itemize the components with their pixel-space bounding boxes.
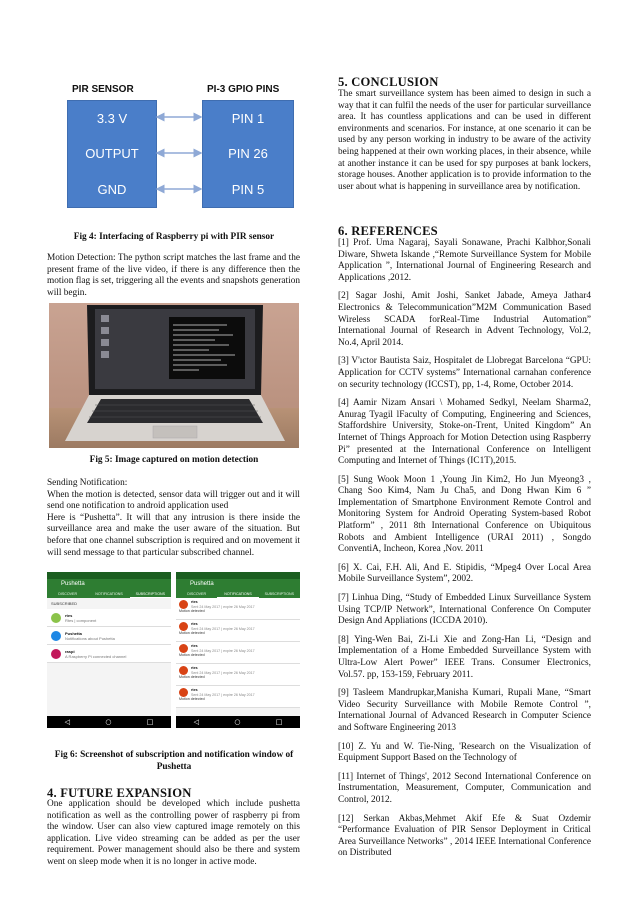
channel-avatar (51, 649, 61, 659)
notification-item[interactable] (176, 642, 300, 664)
reference-item: [2] Sagar Joshi, Amit Joshi, Sanket Jabade, Ameya Jathar4 Electronics & Telecommunication”M2M Communication Based Wireless SCADA forReal-Time Industrial Automation” International Journal of Research in Advent Technology, Vol.2, No.4, April 2014. (338, 291, 591, 348)
channel-desc: A Raspberry Pi connected channel (65, 653, 127, 659)
notification-message: Motion detected (179, 653, 205, 657)
notification-avatar (179, 622, 188, 631)
figure-6-screenshots (47, 572, 300, 728)
reference-item: [11] Internet of Things', 2012 Second International Conference on Instrumentation, Measurement, Computer, Communication and Control, 2012. (338, 771, 591, 805)
notification-message: Motion detected (179, 631, 205, 635)
reference-item: [3] V'ıctor Bautista Saiz, Hospitalet de Llobregat Barcelona “GPU: Application for CCTV systems” International carnahan conference on security technology (ICCST), pp, 1-4, Rome, October 2014. (338, 356, 591, 390)
sending-notification-heading: Sending Notification: (47, 478, 128, 488)
channel-name: raspi (65, 648, 75, 654)
subscribed-header: SUBSCRIBED (51, 601, 78, 606)
notification-channel: rtes (191, 666, 198, 671)
notification-list (176, 598, 300, 708)
gpio-pin-1: PIN 1 (231, 111, 265, 127)
notification-item[interactable] (176, 620, 300, 642)
tab-bar (176, 590, 300, 598)
references-heading: 6. REFERENCES (338, 224, 438, 238)
figure-5-caption: Fig 5: Image captured on motion detection (89, 455, 259, 465)
connection-arrows (155, 100, 203, 206)
notification-item[interactable] (176, 598, 300, 620)
sending-notification-line-1: When the motion is detected, sensor data will trigger out and it will send one notification to android application used (47, 489, 300, 512)
tab-discover[interactable]: DISCOVER (58, 592, 78, 596)
channel-name: Pushetta (65, 630, 82, 636)
reference-item: [5] Sung Wook Moon 1 ,Young Jin Kim2, Ho Jun Myeong3 , Chang Soo Kim4, Nam Ju Cha5, and Dong Hwan Kim 6 ” Implementation of Smartphone Environment Remote Control and Monitoring System for Android Operating System-based Robot Platform” , 2011 8th International Conference on Ubiquitous Robots and Ambient Intelligence (URAI 2011) , Songdo ConventiA, Incheon, Korea ,Nov. 2011 (338, 474, 591, 555)
pir-pin-output: OUTPUT (85, 146, 139, 162)
status-bar (176, 572, 300, 579)
tab-notifications[interactable]: NOTIFICATIONS (95, 592, 123, 596)
reference-item: [10] Z. Yu and W. Tie-Ning, 'Research on the Visualization of Equipment Support Based on the Technology of (338, 741, 591, 764)
home-icon[interactable]: ○ (105, 718, 112, 726)
notification-message: Motion detected (179, 697, 205, 701)
reference-item: [4] Aamir Nizam Ansari \ Mohamed Sedkyl, Neelam Sharma2, Anurag Tyagil lFaculty of Computing, Engineering and Sciences, Staffordshire University, Stoke-on-Trent, United Kingdom” An Internet of Things Approach for Motion Detection using Raspberry Pi” presented at the International Conference on Intelligent Computing and Internet of Things (IC1T),2015. (338, 398, 591, 467)
notification-avatar (179, 644, 188, 653)
notification-message: Motion detected (179, 675, 205, 679)
notification-message: Motion detected (179, 609, 205, 613)
tab-notifications[interactable]: NOTIFICATIONS (217, 590, 258, 598)
future-expansion-text: One application should be developed which include pushetta notification as well as the controlling power of raspberry pi from the window. User can also view captured image remotely on this application. Live video streaming can be added as per the user requirement. Power management should also be there and system went on sleep mode when it is no longer in active mode. (47, 799, 300, 867)
channel-item[interactable] (47, 609, 171, 627)
notification-meta: Sent 24 May 2017 | expire 26 May 2017 (191, 670, 255, 675)
conclusion-text: The smart surveillance system has been aimed to design in such a way that it can fulfil the needs of the user for particular surveillance area. It has countless applications and can be used in different environments and scenarios. For instance, at one scenario it can be used by any person working in industry to be aware of the activity being happened at their own working places, in their absence, while at another instance it can be used for spy purposes at bank lockers, storage houses. Another application is to provide information to the user about what is happening in surveillance area by notification. (338, 89, 591, 192)
notification-avatar (179, 666, 188, 675)
tab-discover[interactable]: DISCOVER (187, 592, 207, 596)
sending-notification-line-2: Here is “Pushetta”. It will that any intrusion is there inside the surveillance area and make the user aware of the situation. But before that one channel subscription is required and on movement it will send message to that particular subscribed channel. (47, 512, 301, 558)
tab-subscriptions[interactable]: SUBSCRIPTIONS (264, 592, 294, 596)
nav-bar (47, 716, 171, 728)
notification-avatar (179, 688, 188, 697)
reference-item: [6] X. Cai, F.H. Ali, And E. Stipidis, “Mpeg4 Over Local Area Mobile Surveillance System”, 2002. (338, 562, 591, 585)
touchpad (153, 426, 197, 438)
pir-sensor-label: PIR SENSOR (72, 84, 134, 95)
notification-meta: Sent 24 May 2017 | expire 26 May 2017 (191, 648, 255, 653)
nav-bar (176, 716, 300, 728)
reference-item: [1] Prof. Uma Nagaraj, Sayali Sonawane, Prachi Kalbhor,Sonali Diware, Shweta Iskande ,“Remote Surveillance System for Mobile Application ”, International Journal of Engineering Research and Applications ,2012. (338, 238, 591, 283)
phone-subscriptions (47, 572, 171, 728)
app-bar: Pushetta (176, 579, 300, 590)
channel-desc: Rtes | component (65, 617, 97, 623)
notification-channel: rtes (191, 600, 198, 605)
tab-subscriptions[interactable]: SUBSCRIPTIONS (130, 590, 171, 598)
reference-item: [9] Tasleem Mandrupkar,Manisha Kumari, Rupali Mane, “Smart Video Security Surveillance with Mobile Remote Control ”, International Journal of Advanced Research in Computer Science and Software Engineering 2013 (338, 688, 591, 733)
conclusion-heading: 5. CONCLUSION (338, 75, 439, 89)
gpio-pin-5: PIN 5 (231, 181, 265, 197)
channel-item[interactable] (47, 645, 171, 663)
future-expansion-heading: 4. FUTURE EXPANSION (47, 786, 192, 800)
notification-meta: Sent 24 May 2017 | expire 26 May 2017 (191, 626, 255, 631)
status-bar (47, 572, 171, 579)
notification-item[interactable] (176, 686, 300, 708)
references-list (338, 238, 591, 867)
notification-meta: Sent 24 May 2017 | expire 26 May 2017 (191, 692, 255, 697)
notification-avatar (179, 600, 188, 609)
reference-item: [7] Linhua Ding, “Study of Embedded Linux Surveillance System Using TCP/IP Network”, International Conference On Computer Design And Appliations (ICCDA 2010). (338, 593, 591, 627)
gpio-pins-box (202, 100, 294, 208)
back-icon[interactable]: ◁ (193, 718, 200, 726)
channel-list (47, 609, 171, 663)
recents-icon[interactable]: □ (146, 718, 154, 726)
notification-channel: rtes (191, 644, 198, 649)
channel-name: rtes (65, 612, 73, 618)
figure-4-caption: Fig 4: Interfacing of Raspberry pi with PIR sensor (73, 232, 275, 242)
notification-item[interactable] (176, 664, 300, 686)
gpio-pins-label: PI-3 GPIO PINS (207, 84, 280, 95)
laptop-photo (49, 303, 299, 448)
figure-5-photo (49, 303, 299, 448)
home-icon[interactable]: ○ (234, 718, 241, 726)
notification-channel: rtes (191, 688, 198, 693)
notification-channel: rtes (191, 622, 198, 627)
reference-item: [12] Serkan Akbas,Mehmet Akif Efe & Suat Ozdemir “Performance Evaluation of PIR Sensor Deployment in Critical Area Surveillance Networks” , 2014 IEEE International Conference on Distributed (338, 813, 591, 859)
notification-meta: Sent 24 May 2017 | expire 26 May 2017 (191, 604, 255, 609)
tab-bar (47, 590, 171, 598)
channel-avatar (51, 631, 61, 641)
gpio-pin-26: PIN 26 (228, 146, 268, 162)
pir-pin-gnd: GND (97, 181, 127, 197)
recents-icon[interactable]: □ (275, 718, 283, 726)
sending-notification-section (47, 478, 300, 559)
reference-item: [8] Ying-Wen Bai, Zi-Li Xie and Zong-Han Li, “Design and Implementation of a Home Embedded Surveillance System with Ultra-Low Alert Power” IEEE Trans. Consumer Electronics, Vol.57. pp, 153-159, February 2011. (338, 634, 591, 680)
motion-detection-paragraph: Motion Detection: The python script matches the last frame and the present frame of the live video, if there is any difference then the motion flag is set, triggering all the events and snapshots generation will begin. (47, 253, 300, 298)
channel-item[interactable] (47, 627, 171, 645)
pir-sensor-box (67, 100, 157, 208)
figure-4-diagram (62, 82, 298, 212)
channel-avatar (51, 613, 61, 623)
app-bar: Pushetta (47, 579, 171, 590)
channel-desc: Notifications about Pushetta (65, 635, 115, 641)
back-icon[interactable]: ◁ (64, 718, 71, 726)
pir-pin-3v3: 3.3 V (96, 111, 128, 127)
figure-6-caption: Fig 6: Screenshot of subscription and notification window of Pushetta (54, 750, 294, 772)
phone-notifications (176, 572, 300, 728)
